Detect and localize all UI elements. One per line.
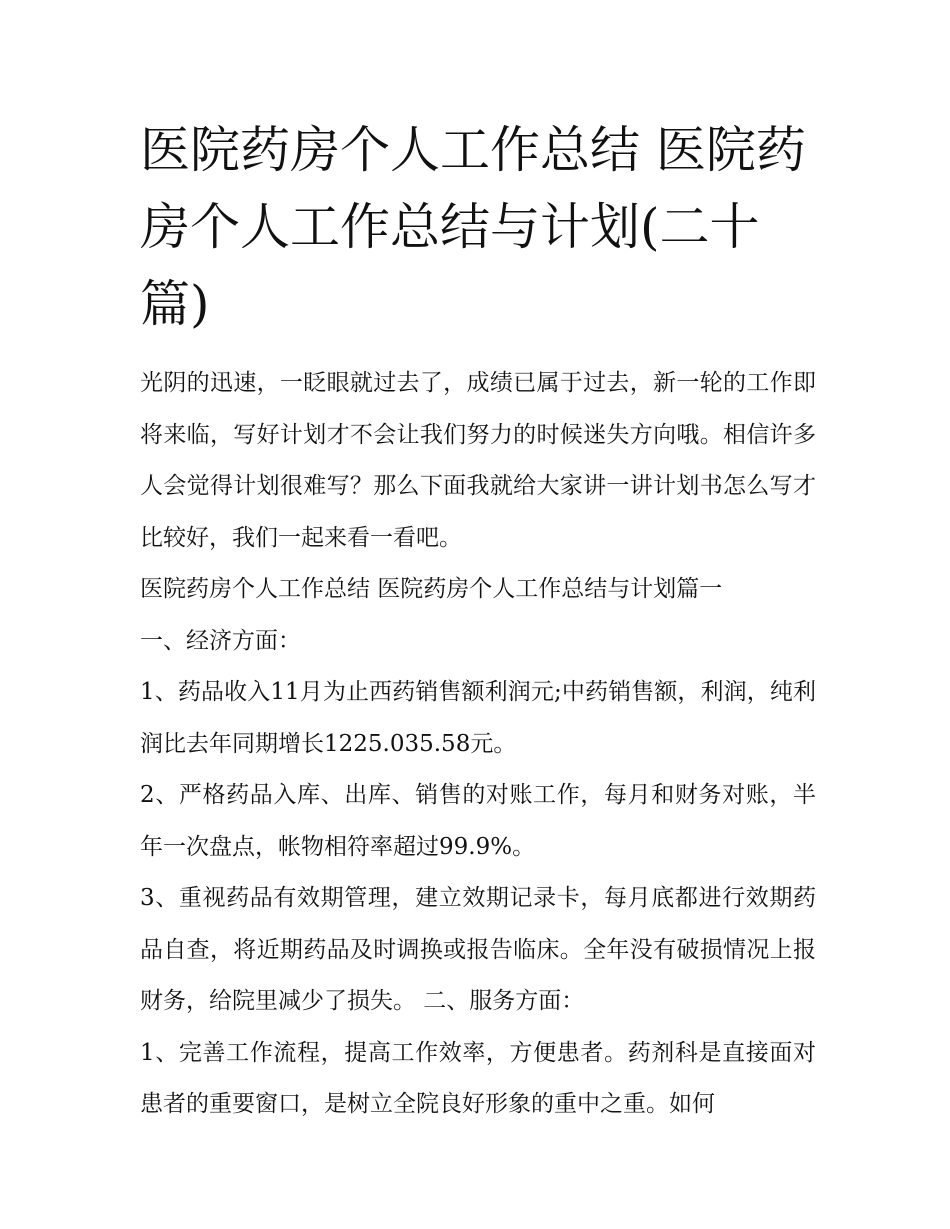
list-item-service-1: 1、完善工作流程，提高工作效率，方便患者。药剂科是直接面对患者的重要窗口，是树立全院良好形象的重中之重。如何 [140, 1039, 816, 1117]
subsection-heading-economy: 一、经济方面： [140, 627, 301, 654]
list-item-2: 2、严格药品入库、出库、销售的对账工作，每月和财务对账，半年一次盘点，帐物相符率超过99.9%。 [140, 782, 816, 860]
document-title: 医院药房个人工作总结 医院药房个人工作总结与计划(二十篇) [140, 121, 806, 333]
intro-paragraph: 光阴的迅速，一眨眼就过去了，成绩已属于过去，新一轮的工作即将来临，写好计划才不会让我们努力的时候迷失方向哦。相信许多人会觉得计划很难写？那么下面我就给大家讲一讲计划书怎么写才比较好，我们一起来看一看吧。 [140, 370, 816, 551]
section-heading: 医院药房个人工作总结 医院药房个人工作总结与计划篇一 [140, 576, 723, 602]
list-item-1: 1、药品收入11月为止西药销售额利润元;中药销售额，利润，纯利润比去年同期增长1225.035.58元。 [140, 679, 816, 757]
list-item-3: 3、重视药品有效期管理，建立效期记录卡，每月底都进行效期药品自查，将近期药品及时调换或报告临床。全年没有破损情况上报财务，给院里减少了损失。 二、服务方面： [140, 885, 816, 1014]
document-body [140, 358, 816, 1131]
